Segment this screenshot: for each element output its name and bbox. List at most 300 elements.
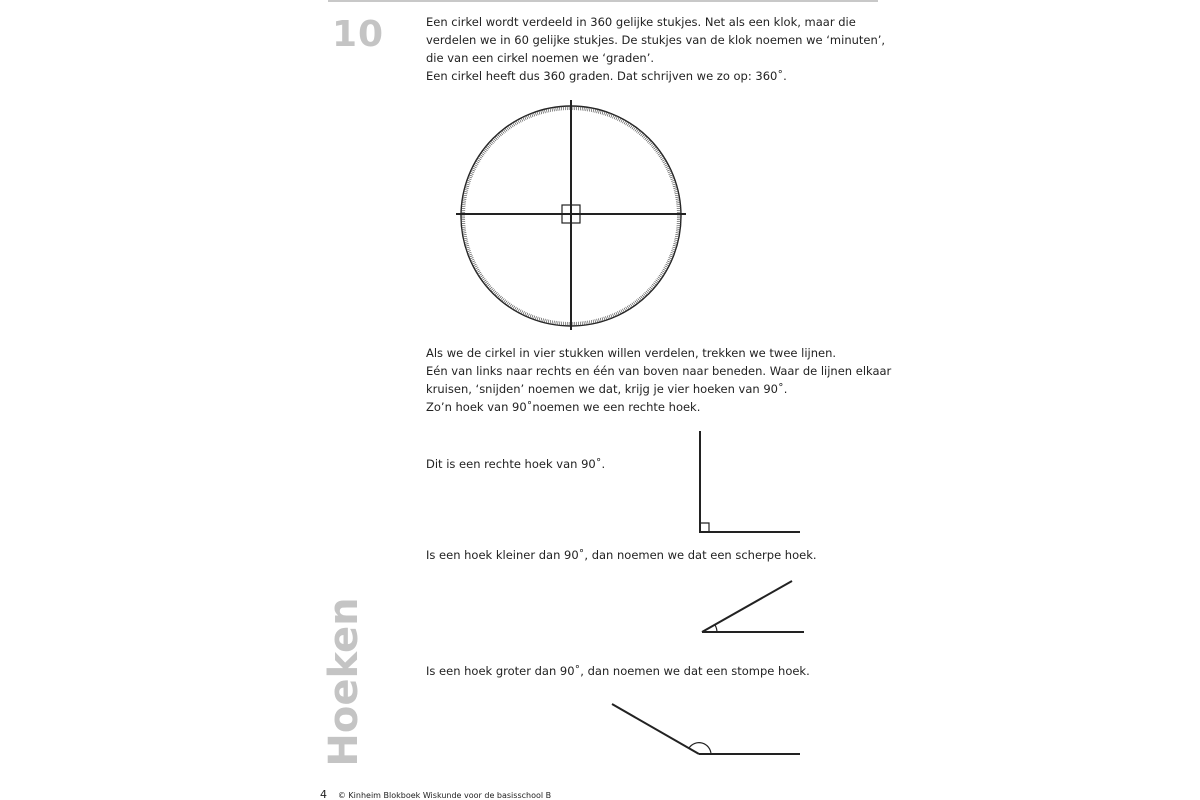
degree-tick (586, 107, 587, 111)
degree-tick (669, 256, 673, 257)
degree-tick (667, 170, 671, 172)
explain-line: Als we de cirkel in vier stukken willen verdelen, trekken we twee lijnen. (426, 346, 837, 360)
degree-tick (609, 113, 610, 117)
lesson-number: 10 (332, 14, 385, 55)
side-title: Hoeken (321, 597, 367, 767)
degree-tick (666, 168, 670, 170)
degree-tick (543, 318, 544, 322)
degree-tick (532, 315, 533, 319)
degree-tick (602, 111, 603, 115)
degree-tick (470, 173, 474, 175)
degree-tick (658, 277, 661, 279)
degree-tick (519, 119, 521, 123)
degree-tick (469, 256, 473, 257)
degree-tick (652, 145, 655, 148)
degree-tick (614, 116, 616, 120)
degree-tick (488, 286, 491, 289)
degree-tick (465, 186, 469, 187)
degree-tick (537, 317, 538, 321)
degree-tick (530, 114, 532, 118)
degree-tick (472, 262, 476, 264)
degree-tick (668, 171, 672, 173)
degree-tick (675, 193, 679, 194)
degree-tick (508, 303, 510, 306)
degree-tick (649, 288, 652, 291)
degree-tick (462, 233, 466, 234)
degree-tick (556, 107, 557, 111)
degree-tick (521, 310, 523, 314)
degree-tick (606, 112, 607, 116)
top-rule (328, 0, 878, 2)
degree-tick (505, 301, 507, 304)
degree-tick (554, 321, 555, 325)
degree-tick (595, 319, 596, 323)
degree-tick (617, 311, 619, 315)
degree-tick (664, 163, 668, 165)
degree-tick (671, 252, 675, 253)
degree-tick (653, 283, 656, 286)
degree-tick (477, 271, 480, 273)
degree-tick (616, 312, 618, 316)
degree-tick (607, 113, 608, 117)
degree-tick (514, 122, 516, 125)
degree-tick (624, 121, 626, 124)
degree-tick (673, 188, 677, 189)
degree-tick (544, 109, 545, 113)
degree-tick (665, 166, 669, 168)
degree-tick (668, 259, 672, 261)
degree-tick (506, 127, 508, 130)
degree-tick (606, 316, 607, 320)
degree-tick (598, 318, 599, 322)
degree-tick (673, 245, 677, 246)
degree-tick (630, 125, 632, 128)
obtuse-angle-figure (612, 704, 800, 754)
degree-tick (639, 132, 642, 135)
degree-tick (465, 245, 469, 246)
degree-tick (673, 243, 677, 244)
degree-tick (474, 266, 478, 268)
degree-tick (674, 240, 678, 241)
degree-tick (676, 233, 680, 234)
degree-tick (481, 277, 484, 279)
degree-tick (483, 150, 486, 152)
right-angle-caption: Dit is een rechte hoek van 90˚. (426, 457, 606, 471)
degree-tick (525, 116, 527, 120)
degree-tick (666, 262, 670, 264)
intro-line: Een cirkel wordt verdeeld in 360 gelijke stukjes. Net als een klok, maar die (426, 15, 856, 29)
degree-tick (655, 148, 658, 150)
intro-line: verdelen we in 60 gelijke stukjes. De stukjes van de klok noemen we ‘minuten’, (426, 33, 886, 47)
degree-tick (653, 147, 656, 150)
degree-tick (496, 294, 499, 297)
degree-tick (513, 123, 515, 126)
degree-tick (646, 291, 649, 294)
degree-tick (463, 195, 467, 196)
degree-tick (598, 110, 599, 114)
degree-tick (462, 199, 466, 200)
right-angle-square-marker (700, 523, 709, 532)
degree-tick (526, 313, 528, 317)
degree-tick (487, 284, 490, 287)
degree-tick (478, 158, 481, 160)
degree-tick (463, 236, 467, 237)
degree-tick (645, 137, 648, 140)
degree-tick (487, 145, 490, 148)
intro-paragraph (426, 13, 886, 85)
degree-tick (476, 269, 479, 271)
degree-tick (552, 320, 553, 324)
obtuse-angle-arc (689, 743, 711, 754)
degree-tick (659, 275, 662, 277)
degree-tick (675, 197, 679, 198)
degree-tick (604, 317, 605, 321)
degree-tick (676, 199, 680, 200)
degree-tick (499, 133, 502, 136)
degree-tick (616, 116, 618, 120)
degree-tick (675, 238, 679, 239)
degree-tick (471, 171, 475, 173)
degree-tick (652, 284, 655, 287)
degree-tick (591, 108, 592, 112)
degree-tick (484, 148, 487, 150)
degree-tick (489, 142, 492, 145)
degree-tick (484, 281, 487, 283)
degree-tick (473, 166, 477, 168)
degree-tick (602, 317, 603, 321)
degree-tick (656, 150, 659, 152)
degree-tick (662, 159, 665, 161)
degree-tick (502, 131, 505, 134)
degree-tick (651, 286, 654, 289)
degree-tick (474, 164, 478, 166)
degree-tick (472, 168, 476, 170)
degree-tick (604, 111, 605, 115)
degree-tick (664, 267, 668, 269)
degree-tick (465, 188, 469, 189)
obtuse-angle-left-arm (612, 704, 699, 754)
degree-tick (491, 141, 494, 144)
degree-tick (550, 320, 551, 324)
degree-tick (646, 138, 649, 141)
degree-tick (468, 252, 472, 253)
degree-tick (521, 118, 523, 122)
degree-tick (471, 261, 475, 263)
degree-tick (497, 134, 500, 137)
degree-tick (489, 287, 492, 290)
degree-tick (500, 297, 503, 300)
degree-tick (488, 144, 491, 147)
degree-tick (672, 249, 676, 250)
degree-tick (669, 257, 673, 259)
degree-tick (463, 197, 467, 198)
degree-tick (643, 294, 646, 297)
intro-line: Een cirkel heeft dus 360 graden. Dat schrijven we zo op: 360˚. (426, 69, 787, 83)
degree-tick (550, 108, 551, 112)
degree-tick (530, 314, 532, 318)
degree-tick (464, 189, 468, 190)
degree-tick (523, 311, 525, 315)
degree-tick (670, 254, 674, 255)
degree-tick (486, 283, 489, 286)
degree-tick (503, 129, 505, 132)
degree-tick (554, 107, 555, 111)
degree-tick (645, 292, 648, 295)
degree-tick (518, 309, 520, 313)
degree-tick (548, 320, 549, 324)
degree-tick (509, 125, 511, 128)
degree-tick (464, 242, 468, 243)
degree-tick (589, 108, 590, 112)
degree-tick (641, 133, 644, 136)
degree-tick (471, 170, 475, 172)
degree-tick (511, 305, 513, 308)
degree-tick (464, 191, 468, 192)
degree-tick (614, 313, 616, 317)
degree-tick (466, 184, 470, 185)
degree-tick (514, 307, 516, 310)
degree-tick (497, 295, 500, 298)
degree-tick (519, 310, 521, 314)
degree-tick (467, 251, 471, 252)
degree-tick (661, 158, 664, 160)
degree-tick (650, 142, 653, 145)
degree-tick (499, 296, 502, 299)
degree-tick (537, 111, 538, 115)
degree-tick (493, 138, 496, 141)
acute-angle-figure (702, 581, 804, 632)
degree-tick (600, 110, 601, 114)
degree-tick (657, 151, 660, 153)
right-angle-marker (562, 205, 580, 223)
degree-tick (471, 259, 475, 261)
degree-tick (674, 191, 678, 192)
degree-tick (496, 136, 499, 139)
degree-tick (552, 108, 553, 112)
degree-tick (670, 177, 674, 178)
page-number: 4 (320, 788, 327, 800)
degree-tick (493, 291, 496, 294)
degree-tick (617, 117, 619, 121)
degree-tick (509, 304, 511, 307)
degree-tick (468, 178, 472, 179)
degree-tick (470, 257, 474, 259)
degree-tick (486, 147, 489, 150)
degree-tick (462, 201, 466, 202)
degree-tick (523, 117, 525, 121)
degree-tick (495, 137, 498, 140)
degree-tick (516, 121, 518, 124)
degree-tick (612, 314, 614, 318)
degree-tick (466, 249, 470, 250)
degree-tick (629, 124, 631, 127)
degree-tick (632, 126, 634, 129)
degree-tick (674, 242, 678, 243)
degree-tick (672, 184, 676, 185)
degree-tick (482, 278, 485, 280)
degree-tick (502, 298, 505, 301)
degree-tick (650, 287, 653, 290)
degree-tick (609, 315, 610, 319)
degree-tick (518, 120, 520, 124)
degree-tick (593, 320, 594, 324)
degree-tick (492, 140, 495, 143)
degree-tick (622, 120, 624, 124)
degree-tick (525, 312, 527, 316)
degree-tick (492, 290, 495, 293)
degree-tick (649, 141, 652, 144)
degree-tick (479, 156, 482, 158)
degree-tick (629, 305, 631, 308)
degree-tick (539, 317, 540, 321)
degree-tick (651, 144, 654, 147)
degree-tick (543, 110, 544, 114)
degree-tick (657, 278, 660, 280)
degree-tick (466, 247, 470, 248)
degree-tick (624, 308, 626, 311)
degree-tick (463, 238, 467, 239)
degree-tick (635, 301, 637, 304)
degree-tick (469, 175, 473, 177)
degree-tick (544, 319, 545, 323)
degree-tick (477, 159, 480, 161)
acute-angle-caption: Is een hoek kleiner dan 90˚, dan noemen we dat een scherpe hoek. (426, 548, 817, 562)
copyright-text: © Kinheim Blokboek Wiskunde voor de basisschool B (337, 791, 552, 800)
degree-tick (655, 281, 658, 283)
degree-tick (641, 296, 644, 299)
degree-tick (483, 280, 486, 282)
degree-tick (669, 173, 673, 175)
degree-tick (667, 261, 671, 263)
degree-tick (626, 307, 628, 310)
degree-tick (674, 189, 678, 190)
circle-outline (461, 106, 681, 326)
degree-tick (533, 316, 534, 320)
degree-tick (611, 114, 613, 118)
degree-tick (500, 132, 503, 135)
degree-tick (535, 316, 536, 320)
degree-tick (669, 175, 673, 177)
degree-tick (541, 318, 542, 322)
explain-line: Zo’n hoek van 90˚noemen we een rechte hoek. (426, 400, 701, 414)
degree-tick (468, 177, 472, 178)
explain-paragraph (426, 344, 892, 416)
degree-tick (556, 321, 557, 325)
degree-tick (546, 319, 547, 323)
circle-diagram (456, 100, 686, 330)
degree-tick (632, 303, 634, 306)
degree-tick (528, 115, 530, 119)
degree-tick (595, 109, 596, 113)
degree-tick (659, 154, 662, 156)
degree-tick (463, 193, 467, 194)
degree-tick (475, 267, 479, 269)
degree-tick (480, 154, 483, 156)
degree-tick (478, 272, 481, 274)
degree-tick (491, 288, 494, 291)
circle-ticks (461, 106, 681, 326)
degree-tick (642, 295, 645, 298)
footer (320, 788, 551, 800)
obtuse-angle-caption: Is een hoek groter dan 90˚, dan noemen we dat een stompe hoek. (426, 664, 810, 678)
degree-tick (593, 108, 594, 112)
acute-angle-upper-arm (702, 581, 792, 632)
degree-tick (612, 115, 614, 119)
degree-tick (638, 131, 641, 134)
degree-tick (506, 302, 508, 305)
degree-tick (675, 195, 679, 196)
degree-tick (463, 234, 467, 235)
degree-tick (586, 321, 587, 325)
degree-tick (662, 271, 665, 273)
degree-tick (673, 186, 677, 187)
degree-tick (533, 113, 534, 117)
degree-tick (633, 302, 635, 305)
degree-tick (541, 110, 542, 114)
degree-tick (672, 182, 676, 183)
degree-tick (508, 126, 510, 129)
degree-tick (675, 236, 679, 237)
degree-tick (642, 134, 645, 137)
degree-tick (600, 318, 601, 322)
degree-tick (622, 309, 624, 313)
degree-tick (597, 109, 598, 113)
degree-tick (516, 308, 518, 311)
degree-tick (627, 123, 629, 126)
degree-tick (468, 254, 472, 255)
degree-tick (635, 128, 637, 131)
degree-tick (660, 156, 663, 158)
degree-tick (676, 201, 680, 202)
degree-tick (621, 310, 623, 314)
acute-angle-arc (715, 625, 717, 632)
degree-tick (591, 320, 592, 324)
degree-tick (588, 107, 589, 111)
degree-tick (626, 122, 628, 125)
degree-tick (526, 116, 528, 120)
degree-tick (495, 292, 498, 295)
degree-tick (636, 129, 638, 132)
degree-tick (658, 153, 661, 155)
degree-tick (479, 274, 482, 276)
explain-line: Eén van links naar rechts en één van boven naar beneden. Waar de lijnen elkaar (426, 364, 892, 378)
degree-tick (675, 234, 679, 235)
degree-tick (476, 161, 479, 163)
degree-tick (647, 140, 650, 143)
degree-tick (464, 240, 468, 241)
degree-tick (639, 297, 642, 300)
degree-tick (665, 164, 669, 166)
degree-tick (647, 290, 650, 293)
degree-tick (665, 264, 669, 266)
degree-tick (597, 319, 598, 323)
degree-tick (511, 124, 513, 127)
degree-tick (503, 300, 505, 303)
degree-tick (676, 231, 680, 232)
degree-tick (619, 310, 621, 314)
degree-tick (532, 113, 533, 117)
degree-tick (473, 264, 477, 266)
degree-tick (462, 231, 466, 232)
degree-tick (672, 247, 676, 248)
degree-tick (513, 306, 515, 309)
degree-tick (636, 300, 638, 303)
degree-tick (643, 136, 646, 139)
degree-tick (467, 180, 471, 181)
degree-tick (505, 128, 507, 131)
explain-line: kruisen, ‘snijden’ noemen we dat, krijg je vier hoeken van 90˚. (426, 382, 788, 396)
degree-tick (588, 321, 589, 325)
